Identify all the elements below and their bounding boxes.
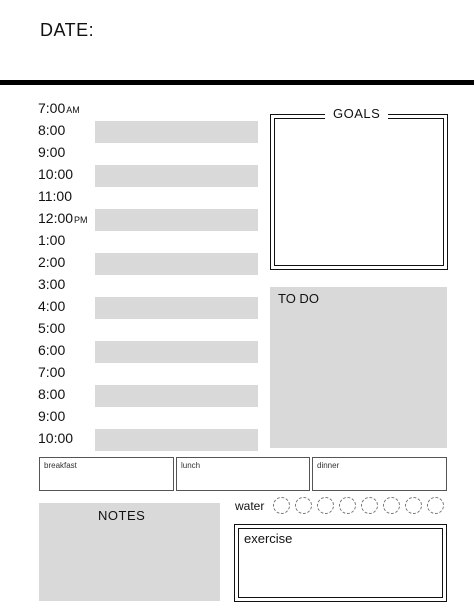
schedule-slot-shade[interactable] xyxy=(95,209,258,231)
schedule-hour xyxy=(38,143,65,161)
lunch-box[interactable] xyxy=(176,457,310,491)
schedule-hour xyxy=(38,341,65,359)
schedule-hour xyxy=(38,121,65,139)
water-glass-circle[interactable] xyxy=(339,497,356,514)
schedule-hour xyxy=(38,165,73,183)
schedule-hour xyxy=(38,231,65,249)
schedule-hour xyxy=(38,363,65,381)
schedule-time: 9:00 xyxy=(38,144,66,160)
schedule-time: 9:00 xyxy=(38,408,66,424)
schedule-hour xyxy=(38,187,72,205)
schedule-time-suffix: AM xyxy=(66,105,80,115)
schedule-time: 10:00 xyxy=(38,430,74,446)
schedule-time: 4:00 xyxy=(38,298,66,314)
schedule-slot-shade[interactable] xyxy=(95,297,258,319)
schedule-time: 11:00 xyxy=(38,188,72,204)
breakfast-box[interactable] xyxy=(39,457,174,491)
schedule-slot-shade[interactable] xyxy=(95,121,258,143)
dinner-box[interactable] xyxy=(312,457,447,491)
schedule-hour xyxy=(38,407,65,425)
breakfast-label: breakfast xyxy=(44,461,77,470)
schedule-hour xyxy=(38,297,65,315)
schedule-time: 8:00 xyxy=(38,122,66,138)
schedule-hour xyxy=(38,275,65,293)
schedule-slot-shade[interactable] xyxy=(95,253,258,275)
water-glass-circle[interactable] xyxy=(317,497,334,514)
water-label: water xyxy=(235,499,265,513)
schedule-time: 7:00 xyxy=(38,100,66,116)
schedule-hour xyxy=(38,385,65,403)
schedule-time: 8:00 xyxy=(38,386,66,402)
header-rule xyxy=(0,80,474,85)
goals-title: GOALS xyxy=(325,106,388,121)
goals-box-inner-border xyxy=(274,118,444,266)
schedule-time: 2:00 xyxy=(38,254,66,270)
todo-title: TO DO xyxy=(278,291,319,306)
lunch-label: lunch xyxy=(181,461,201,470)
schedule-hour xyxy=(38,319,65,337)
schedule-hour xyxy=(38,429,73,447)
schedule-time: 3:00 xyxy=(38,276,66,292)
schedule-slot-shade[interactable] xyxy=(95,341,258,363)
exercise-title: exercise xyxy=(244,531,293,546)
water-glass-circle[interactable] xyxy=(427,497,444,514)
schedule-slot-shade[interactable] xyxy=(95,165,258,187)
schedule-time: 7:00 xyxy=(38,364,66,380)
water-glass-circle[interactable] xyxy=(273,497,290,514)
schedule-time: 1:00 xyxy=(38,232,66,248)
schedule-time: 12:00 xyxy=(38,210,74,226)
todo-box[interactable] xyxy=(270,287,447,448)
schedule-slot-shade[interactable] xyxy=(95,385,258,407)
schedule-time: 5:00 xyxy=(38,320,66,336)
schedule-slot-shade[interactable] xyxy=(95,429,258,451)
schedule-time: 10:00 xyxy=(38,166,74,182)
schedule-hour xyxy=(38,209,88,229)
water-glass-circle[interactable] xyxy=(361,497,378,514)
dinner-label: dinner xyxy=(317,461,340,470)
notes-title: NOTES xyxy=(98,508,146,523)
water-glass-circle[interactable] xyxy=(405,497,422,514)
schedule-time-suffix: PM xyxy=(74,215,88,225)
schedule-time: 6:00 xyxy=(38,342,66,358)
date-label: DATE: xyxy=(40,20,95,40)
schedule-hour xyxy=(38,99,80,119)
schedule-hour xyxy=(38,253,65,271)
water-glass-circle[interactable] xyxy=(383,497,400,514)
water-glass-circle[interactable] xyxy=(295,497,312,514)
